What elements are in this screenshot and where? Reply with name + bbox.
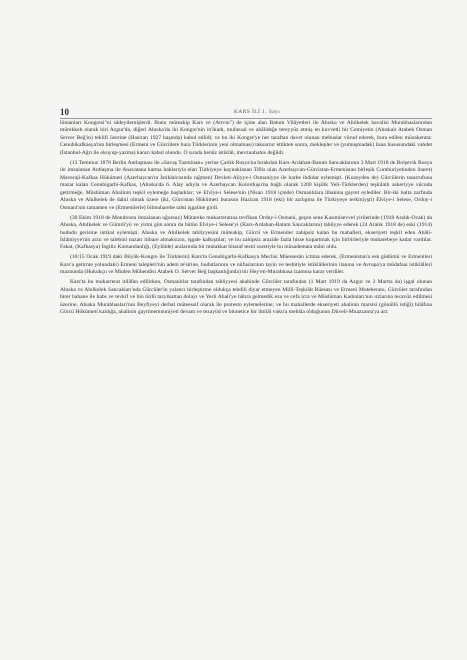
paragraph: Kars'ta bu mukarrerat itilâfan edilirken, Osmanlılar tarafından tahliyyesi akabinde Gürcüler tarafından (1 Mart 1919 da Azgur ve 2 Martta da) işgal olunan Ahıska ve Ahılkelek Sancakları'nda Gürcüler'in yalancı birleştirme oldukça tebdili diyar etmeyen Millî-Teşkilât Rüesası ve Ermeni Muteberanı, Gürcüler tarafından birer bahane ile habs ve tevkif ve bin türlü tazyikattan dolayı ve Yerli Ahali'ye hâtıra gelmedik eza ve cefa icra ve Müslüman Kadınları'nın ırzlarına tecavüz edilmesi üzerine, Ahıska Murahhasları'nın Beyfiyeyi derhal müteessif olarak ile protesto eylemelerine; ve bu mahallerde ekseriyeti ahalinin marsisi (gönüllü istiği) hilâfına Gürcü Hükûmeti kaldığa, ahalinin gayrimemnuniyeti devam ve tezayüd ve binnetice bir ihtilâl vuku'a meblâa olduğunun Düveli-Muazzama'ya arz	[60, 279, 432, 316]
paragraph: (30 Ekim 1918 de Mondrosta imzalanan uğursuz) Mütareke mukarreratına tevfikan Orduy-i Osmani, geçen sene Kasımisevvel yirilerinde (1918 Aralık-Ocak) da Ahıska, Ahılkelek ve Gümrü'yü ve yirmi gün sonra da bütün Elviye-i Selese'yi (Kars-Ardahan-Batum Sancaklarını) tahliyye ederek (24 Aralık 1918 de) eski (1914) hududu gerisine intikal eylemişti. Ahıska ve Ahılkelek tahliyyesini müteakip, Gürcü ve Ermeniler zahipsiz kalan bu mahalleri, ekseriyeti teşkil eden Ahâli-İslâmiyye'nin arzu ve talebini nazarı itibare almaksızın, işgale kalkıştılar; ve bu zahipsiz arazide fazla hisse kopartmak için birbirleriyle muharebeye kadar vardılar. Fakat, (Kafkasya) İngiliz Kumandanlığı, (Eylülde) aralarında bir mutakkat bitaraf testıl suretiyle bu müsademata mâni oldu.	[60, 214, 432, 251]
running-head: KARS İLİ 1. Sayı	[234, 109, 281, 115]
page-header	[60, 106, 432, 119]
paragraph: (13 Temmuz 1878 Berlin Antlaşması ile «Savaş Tazminatı» yerine Çarlık Rusya'na bırakılan Kars-Ardahan-Batum Sancaklarının 3 Mart 1918 de Bolşevik Rusya ile imzalanan Antlaşma ile Anavatana katma haklarıyla elan Türkiyeye kaynaklanan Tiflis olan Azerbaycan-Gürcistan-Ermenistan birleşik Cumhuriyetinden ibaret) Maveraji-Kafkas Hükümeti (Azerbaycan'ın İstiklalcısında rağmen) Devleti-Aliyye-i Osmaniyye ile harbe ihdidar eylemişti. (Kuzeyden de) Gürcülerin tasarrufuna mazar kalan Cenubigarbi-Kafkas, (Ahıska'da 6. Alay adıyla ve Azerbaycan Kolorduşu'na bağlı olarak 1200 kişilik Yeli-Türklerden) teşkilatlı askeriyye vücuda getirmeğe, Müslüman Ahalinin teşkil eylemeğe başladılar; ve Elviye-i Selese'nin (Nisan 1918 içinde) Osmanlılara ilhakına gayret eylediler. Bir-iki halta zarfında Ahıska ve Ahılkelek de dahil olmak üzere (iki, Gürcistan Hükümeti burasını Haziran 1918 (eki) bir azılıgma ile Türkiyeye terkiniyşti) Elviye-i Selese, Orduy-i Osmani'nin tamamen ve (Ermenilerle) bilmuharebe tahti işgaline girdi.	[60, 159, 432, 211]
body-text	[60, 120, 432, 317]
paragraph: (10/15 Ocak 1919 daki Büyük-Kongre ile Türklerin) Kars'ta Cenubigarbi-Kafkasya Meclisi Müessesân ictima ederek, (Ermenistan'a esk güdümü ve Ermenileri Kars'a getirme yolundaki) Ermeni talepleri'nin adem te'sirine, hudutlarının ve nüfuslarının tayin ve tesbitiyle istiklâllerinin ilanına ve Avrupa'ya müdafaai istiklâlleri maznunda (Hukukçu ve Muden Mühendisi Atabek O. Server Beğ başkanlığında) bir Hey'eti-Murahhasa izamına karar verdiler.	[60, 254, 432, 276]
page-number: 10	[60, 107, 69, 117]
paragraph: lümanları Kongresi"ni sâdeyilemişlerdi. Bunu müteakip Kars ve (Artvin") de içine alan Batum Vilâyetleri ile Ahıska ve Ahılkelek havalisi Murahhaslarından mürekkeb olarak biri Azgur'da, diğeri Ahıska'da iki Kongre'nin in'ikadı, mufassal ve ahâlideğe tereyyüz etmiş en kuvvetli bir Cemiyetin (Ahıskalı Atabek Osman Server Beğ'in) teklifi üzerine (Haziran 1927 başında) kabul edildi; ve bu iki Kongre'ye her taraftan davet olunan mebuslar vürud ederek, bura edilen müzakerata: Cenubikafkasya'nın birleşmesi (Ermeni ve Gürcülere bura Türklerinin yeni olmaması) taksarrur ettikten sonra, meklepler ve (yumuşmadak) lisan hususundaki vahdet (İstanbul-Ağrı ile okuyup-yazma) kararı kabul olundu. O sırada henüz istiklâl, mevzuubahis değildi.	[60, 120, 432, 156]
